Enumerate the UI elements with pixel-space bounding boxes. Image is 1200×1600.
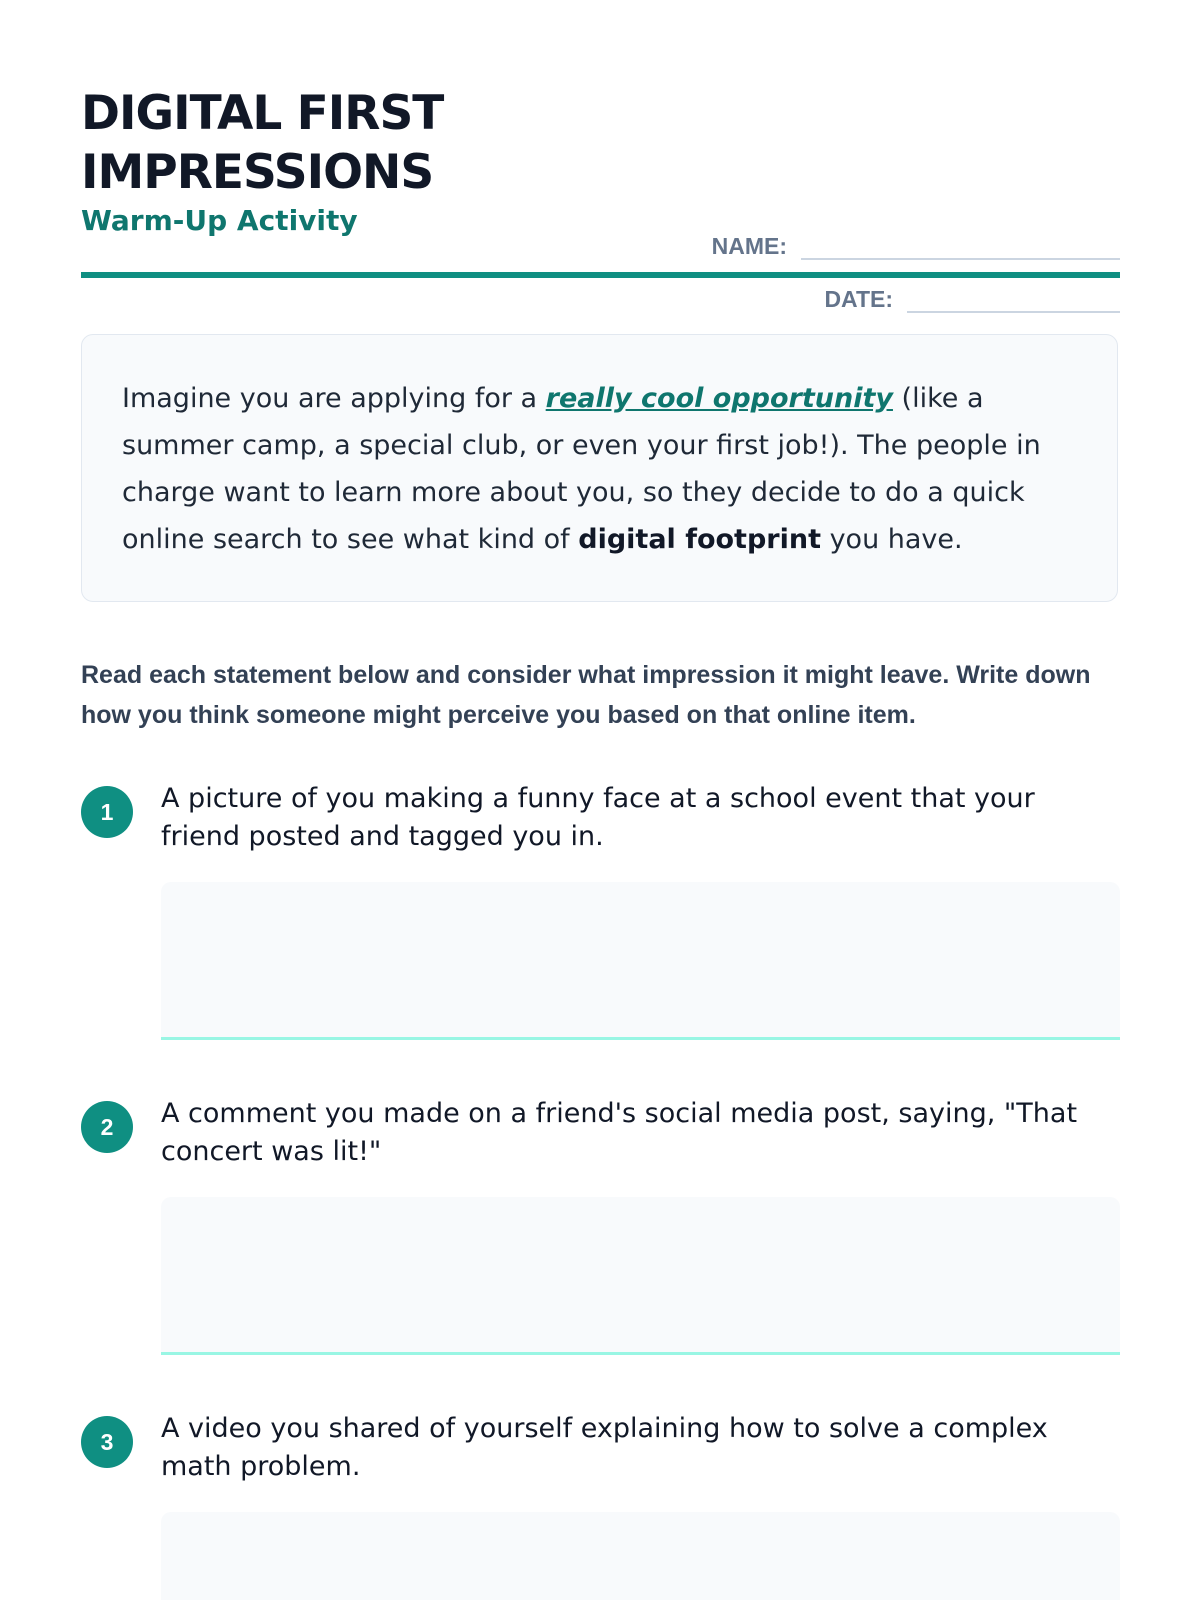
question-number-badge: 2	[81, 1101, 133, 1153]
answer-box[interactable]	[161, 882, 1120, 1040]
question-text: A comment you made on a friend's social media post, saying, "That concert was lit!"	[161, 1098, 1078, 1167]
question-number-badge: 3	[81, 1416, 133, 1468]
answer-box[interactable]	[161, 1197, 1120, 1355]
name-field[interactable]	[712, 230, 1120, 260]
instructions-text: Read each statement below and consider what impression it might leave. Write down how you think someone might perceive you based on that online item.	[81, 661, 1091, 729]
name-line[interactable]	[801, 230, 1120, 260]
intro-callout	[81, 334, 1118, 602]
intro-part-1: Imagine you are applying for a	[122, 383, 546, 414]
question-number-badge: 1	[81, 786, 133, 838]
header-divider	[81, 272, 1120, 278]
date-field[interactable]	[824, 283, 1120, 313]
intro-bold-term: digital footprint	[578, 524, 821, 555]
intro-text	[122, 375, 1077, 563]
intro-highlight: really cool opportunity	[545, 383, 893, 414]
date-line[interactable]	[907, 283, 1120, 313]
answer-box[interactable]	[161, 1512, 1120, 1600]
title-line-1: DIGITAL FIRST	[81, 86, 444, 141]
title-line-2: IMPRESSIONS	[81, 145, 434, 200]
name-label: NAME:	[711, 233, 787, 259]
worksheet-header	[81, 80, 1120, 312]
intro-part-2: (like a summer camp, a special club, or even your first job!). The people in charge want to learn more about you, so they decide to do a quick online search to see what kind of	[122, 383, 1041, 555]
intro-part-3: you have.	[821, 524, 963, 555]
question-text: A video you shared of yourself explaining how to solve a complex math problem.	[161, 1413, 1048, 1482]
page-subtitle: Warm-Up Activity	[81, 204, 358, 237]
question-text: A picture of you making a funny face at a school event that your friend posted and tagged you in.	[161, 783, 1035, 852]
date-label: DATE:	[824, 286, 893, 312]
page-title	[81, 84, 443, 202]
